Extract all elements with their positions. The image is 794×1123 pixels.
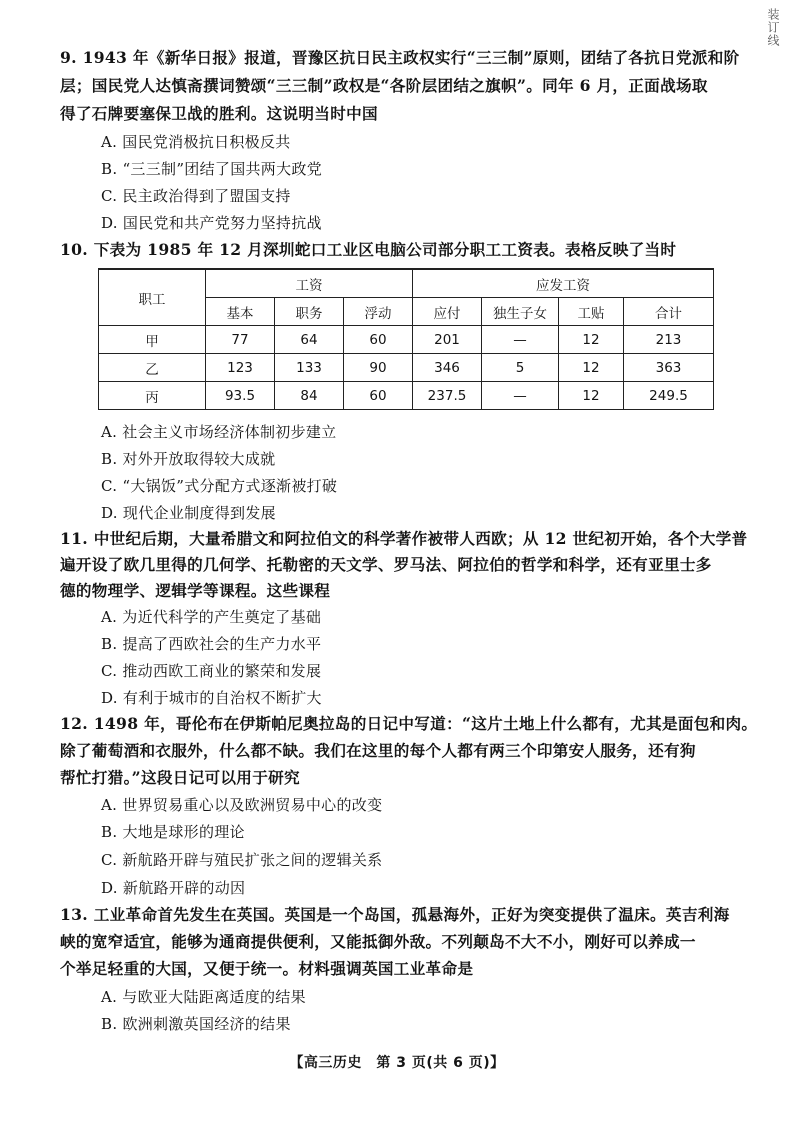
q13-stem-line-2: 峡的宽窄适宜，能够为通商提供便利，又能抵御外敌。不列颠岛不大不小，刚好可以养成一 — [60, 932, 696, 951]
q13-stem-line-1: 13. 工业革命首先发生在英国。英国是一个岛国，孤悬海外，正好为突变提供了温床。英吉利海 — [60, 905, 730, 924]
table-cell: 12 — [559, 326, 624, 354]
table-header-row — [99, 269, 714, 298]
q11-stem-line-2: 遍开设了欧几里得的几何学、托勒密的天文学、罗马法、阿拉伯的哲学和科学，还有亚里士多 — [60, 555, 712, 574]
table-header-staff: 职工 — [99, 269, 206, 326]
q12-option-a: A. 世界贸易重心以及欧洲贸易中心的改变 — [101, 796, 383, 814]
q9-stem-line-1: 9. 1943 年《新华日报》报道，晋豫区抗日民主政权实行“三三制”原则，团结了各抗日党派和阶 — [60, 48, 740, 67]
q11-option-c: C. 推动西欧工商业的繁荣和发展 — [101, 662, 322, 680]
table-cell: 90 — [344, 354, 413, 382]
table-cell: 249.5 — [624, 382, 714, 410]
table-cell: 丙 — [99, 382, 206, 410]
q10-stem-line-1: 10. 下表为 1985 年 12 月深圳蛇口工业区电脑公司部分职工工资表。表格反映了当时 — [60, 240, 677, 259]
q9-option-b: B. “三三制”团结了国共两大政党 — [101, 160, 322, 178]
q9-stem-line-2: 层；国民党人达慎斋撰词赞颂“三三制”政权是“各阶层团结之旗帜”。同年 6 月，正面战场取 — [60, 76, 708, 95]
table-cell: 84 — [275, 382, 344, 410]
table-header-payable: 应发工资 — [413, 269, 714, 298]
table-subheader: 职务 — [275, 298, 344, 326]
wage-table — [98, 268, 714, 410]
q12-option-d: D. 新航路开辟的动因 — [101, 879, 246, 897]
table-cell: 201 — [413, 326, 482, 354]
q12-option-c: C. 新航路开辟与殖民扩张之间的逻辑关系 — [101, 851, 383, 869]
table-subheader: 浮动 — [344, 298, 413, 326]
q11-option-a: A. 为近代科学的产生奠定了基础 — [101, 608, 322, 626]
q12-stem-line-1: 12. 1498 年，哥伦布在伊斯帕尼奥拉岛的日记中写道：“这片土地上什么都有，尤其是面包和肉。 — [60, 714, 758, 733]
page-footer: 【高三历史 第 3 页(共 6 页)】 — [289, 1055, 505, 1071]
table-cell: 346 — [413, 354, 482, 382]
q12-stem-line-3: 帮忙打猎。”这段日记可以用于研究 — [60, 768, 300, 787]
table-cell: 5 — [482, 354, 559, 382]
table-cell: 237.5 — [413, 382, 482, 410]
table-cell: 93.5 — [206, 382, 275, 410]
q11-option-b: B. 提高了西欧社会的生产力水平 — [101, 635, 322, 653]
table-row — [99, 354, 714, 382]
table-subheader: 合计 — [624, 298, 714, 326]
table-cell: 60 — [344, 382, 413, 410]
table-row — [99, 326, 714, 354]
table-subheader: 工贴 — [559, 298, 624, 326]
table-cell: — — [482, 382, 559, 410]
q10-option-a: A. 社会主义市场经济体制初步建立 — [101, 423, 337, 441]
q9-option-a: A. 国民党消极抗日积极反共 — [101, 133, 291, 151]
table-subheader: 独生子女 — [482, 298, 559, 326]
q11-stem-line-3: 德的物理学、逻辑学等课程。这些课程 — [60, 581, 331, 600]
table-subheader: 应付 — [413, 298, 482, 326]
table-cell: 77 — [206, 326, 275, 354]
q10-option-d: D. 现代企业制度得到发展 — [101, 504, 276, 522]
q13-option-b: B. 欧洲刺激英国经济的结果 — [101, 1015, 291, 1033]
table-subheader: 基本 — [206, 298, 275, 326]
table-cell: 12 — [559, 354, 624, 382]
table-cell: — — [482, 326, 559, 354]
q9-stem-line-3: 得了石牌要塞保卫战的胜利。这说明当时中国 — [60, 104, 378, 123]
table-row — [99, 382, 714, 410]
table-cell: 133 — [275, 354, 344, 382]
q11-stem-line-1: 11. 中世纪后期，大量希腊文和阿拉伯文的科学著作被带人西欧；从 12 世纪初开始，各个大学普 — [60, 529, 748, 548]
q9-option-d: D. 国民党和共产党努力坚持抗战 — [101, 214, 322, 232]
q10-option-b: B. 对外开放取得较大成就 — [101, 450, 276, 468]
q12-stem-line-2: 除了葡萄酒和衣服外，什么都不缺。我们在这里的每个人都有两三个印第安人服务，还有狗 — [60, 741, 696, 760]
table-cell: 363 — [624, 354, 714, 382]
q13-stem-line-3: 个举足轻重的大国，又便于统一。材料强调英国工业革命是 — [60, 959, 474, 978]
q9-option-c: C. 民主政治得到了盟国支持 — [101, 187, 291, 205]
q10-option-c: C. “大锅饭”式分配方式逐渐被打破 — [101, 477, 338, 495]
q12-option-b: B. 大地是球形的理论 — [101, 823, 245, 841]
q13-option-a: A. 与欧亚大陆距离适度的结果 — [101, 988, 306, 1006]
table-cell: 213 — [624, 326, 714, 354]
table-header-wage: 工资 — [206, 269, 413, 298]
q11-option-d: D. 有利于城市的自治权不断扩大 — [101, 689, 322, 707]
table-cell: 甲 — [99, 326, 206, 354]
table-cell: 60 — [344, 326, 413, 354]
table-cell: 64 — [275, 326, 344, 354]
table-cell: 12 — [559, 382, 624, 410]
table-cell: 123 — [206, 354, 275, 382]
table-cell: 乙 — [99, 354, 206, 382]
binding-margin-text: 装订线 — [766, 8, 780, 47]
